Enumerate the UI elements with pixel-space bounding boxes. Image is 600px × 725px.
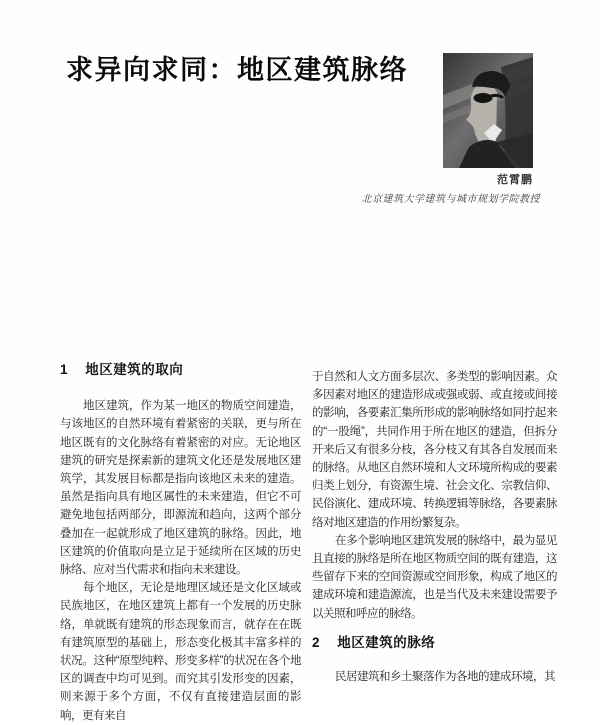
section-2-heading bbox=[312, 634, 557, 652]
section-2-title: 地区建筑的脉络 bbox=[337, 634, 436, 650]
author-affiliation: 北京建筑大学建筑与城市规划学院教授 bbox=[361, 194, 540, 205]
article-title: 求异向求同：地区建筑脉络 bbox=[66, 55, 408, 85]
author-name: 范霄鹏 bbox=[497, 174, 533, 186]
section-1-paragraph-2: 每个地区，无论是地理区域还是文化区域或民族地区，在地区建筑上都有一个发展的历史脉络，单就既有建筑的形态现象而言，就存在在既有建筑原型的基础上，形态变化极其丰富多样的状况。这种“原型纯粹、形变多样”的状况在各个地区的调查中均可见到。而究其引发形变的因素，则来源于多个方面，不仅有直接建造层面的影响，更有来自 bbox=[60, 582, 301, 722]
section-1-paragraph-1: 地区建筑，作为某一地区的物质空间建造，与该地区的自然环境有着紧密的关联，更与所在地区既有的文化脉络有着紧密的对应。无论地区建筑的研究是探索新的建筑文化还是发展地区建筑学，其发展目标都是指向该地区未来的建造。虽然是指向具有地区属性的未来建造，但它不可避免地包括两部分，即源流和趋向，这两个部分叠加在一起就形成了地区建筑的脉络。因此，地区建筑的价值取向是立足于延续所在区域的历史脉络、应对当代需求和指向未来建设。 bbox=[60, 400, 301, 577]
right-column bbox=[312, 368, 557, 686]
section-2-paragraph-1: 民居建筑和乡土聚落作为各地的建成环境，其 bbox=[335, 671, 555, 684]
section-1-paragraph-2-continued: 于自然和人文方面多层次、多类型的影响因素。众多因素对地区的建造形成或强或弱、或直接或间接的影响，各要素汇集所形成的影响脉络如同拧起来的“一股绳”，共同作用于所在地区的建造，但拆分开来后又有很多分枝，各分枝又有其各自发展而来的脉络。从地区自然环境和人文环境所构成的要素归类上划分，有资源生境、社会文化、宗教信仰、民俗演化、建成环境、转换逻辑等脉络，各要素脉络对地区建造的作用纷繁复杂。 bbox=[312, 371, 557, 529]
left-column bbox=[60, 361, 301, 725]
section-1-title: 地区建筑的取向 bbox=[85, 362, 184, 377]
author-portrait-photo bbox=[443, 53, 533, 168]
section-1-number: 1 bbox=[60, 362, 69, 377]
section-1-heading bbox=[60, 361, 301, 379]
portrait-image bbox=[443, 53, 533, 168]
section-1-paragraph-3: 在多个影响地区建筑发展的脉络中，最为显见且直接的脉络是所在地区物质空间的既有建造，这些留存下来的空间资源或空间形象，构成了地区的建成环境和建造源流，也是当代及未来建设需要予以关照和呼应的脉络。 bbox=[312, 534, 557, 620]
section-2-number: 2 bbox=[312, 634, 321, 650]
